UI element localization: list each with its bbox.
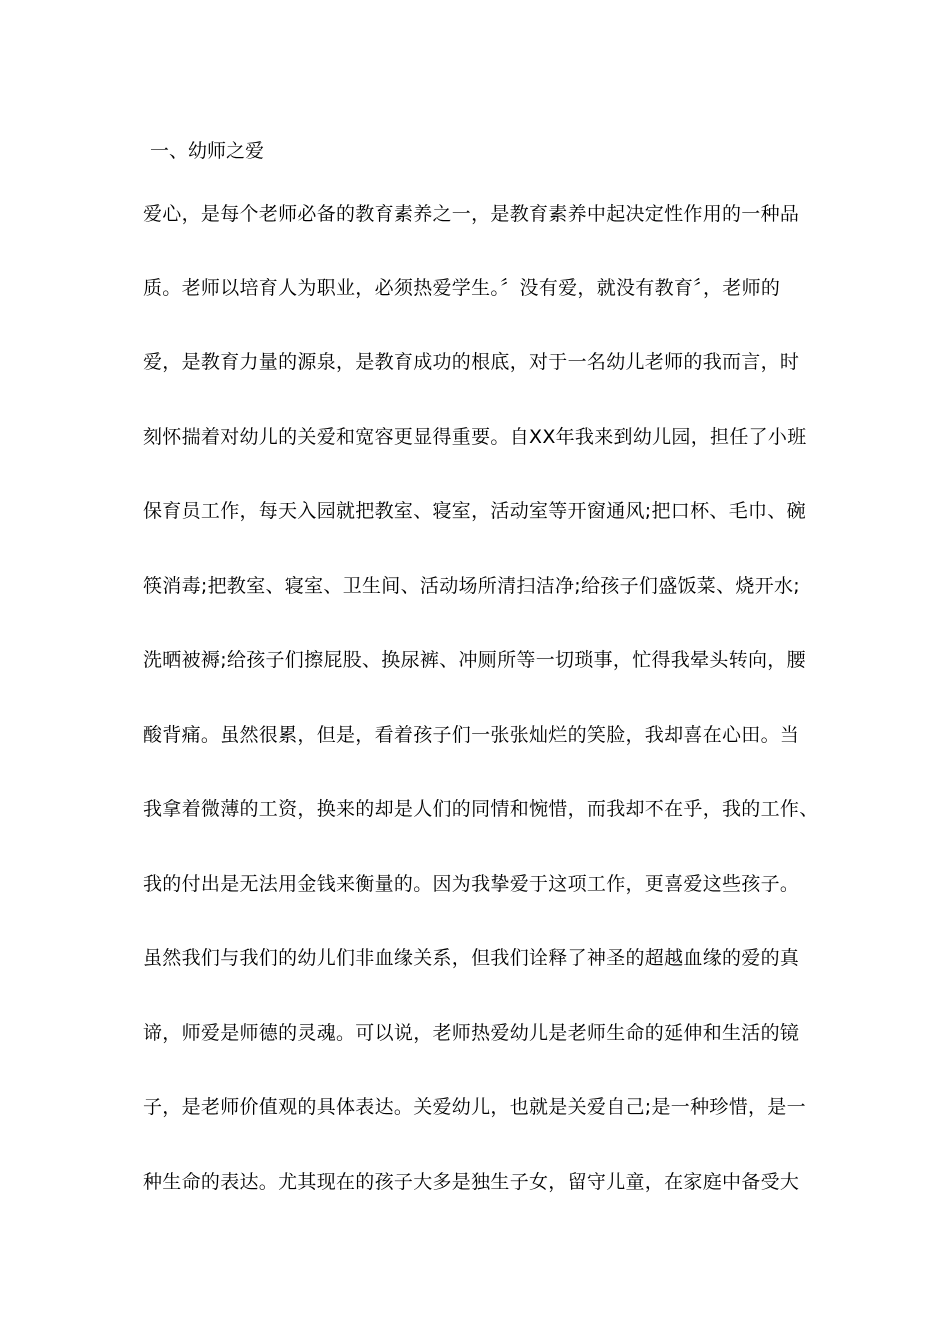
- paragraph-line: 刻怀揣着对幼儿的关爱和宽容更显得重要。自XX年我来到幼儿园，担任了小班: [143, 426, 807, 448]
- paragraph-line: 我的付出是无法用金钱来衡量的。因为我挚爱于这项工作，更喜爱这些孩子。: [143, 873, 800, 895]
- paragraph-line: 种生命的表达。尤其现在的孩子大多是独生子女，留守儿童，在家庭中备受大: [143, 1171, 800, 1193]
- paragraph-line: 子，是老师价值观的具体表达。关爱幼儿，也就是关爱自己;是一种珍惜，是一: [143, 1096, 806, 1118]
- paragraph-line: 酸背痛。虽然很累，但是，看着孩子们一张张灿烂的笑脸，我却喜在心田。当: [143, 724, 800, 746]
- paragraph-line: 爱心，是每个老师必备的教育素养之一，是教育素养中起决定性作用的一种品: [143, 203, 800, 225]
- paragraph-line: 谛，师爱是师德的灵魂。可以说，老师热爱幼儿是老师生命的延伸和生活的镜: [143, 1022, 800, 1044]
- paragraph-line: 筷消毒;把教室、寝室、卫生间、活动场所清扫洁净;给孩子们盛饭菜、烧开水;: [143, 575, 801, 597]
- paragraph-line: 我拿着微薄的工资，换来的却是人们的同情和惋惜，而我却不在乎，我的工作、: [143, 798, 819, 820]
- paragraph-line: 虽然我们与我们的幼儿们非血缘关系，但我们诠释了神圣的超越血缘的爱的真: [143, 947, 800, 969]
- paragraph-line: 爱，是教育力量的源泉，是教育成功的根底，对于一名幼儿老师的我而言，时: [143, 351, 800, 373]
- section-heading: 一、幼师之爱: [150, 140, 265, 162]
- paragraph-line: 洗晒被褥;给孩子们擦屁股、换尿裤、冲厕所等一切琐事，忙得我晕头转向，腰: [143, 649, 806, 671]
- paragraph-line: 保育员工作，每天入园就把教室、寝室，活动室等开窗通风;把口杯、毛巾、碗: [143, 500, 806, 522]
- paragraph-line: 质。老师以培育人为职业，必须热爱学生。〞没有爱，就没有教育〞，老师的: [143, 277, 781, 299]
